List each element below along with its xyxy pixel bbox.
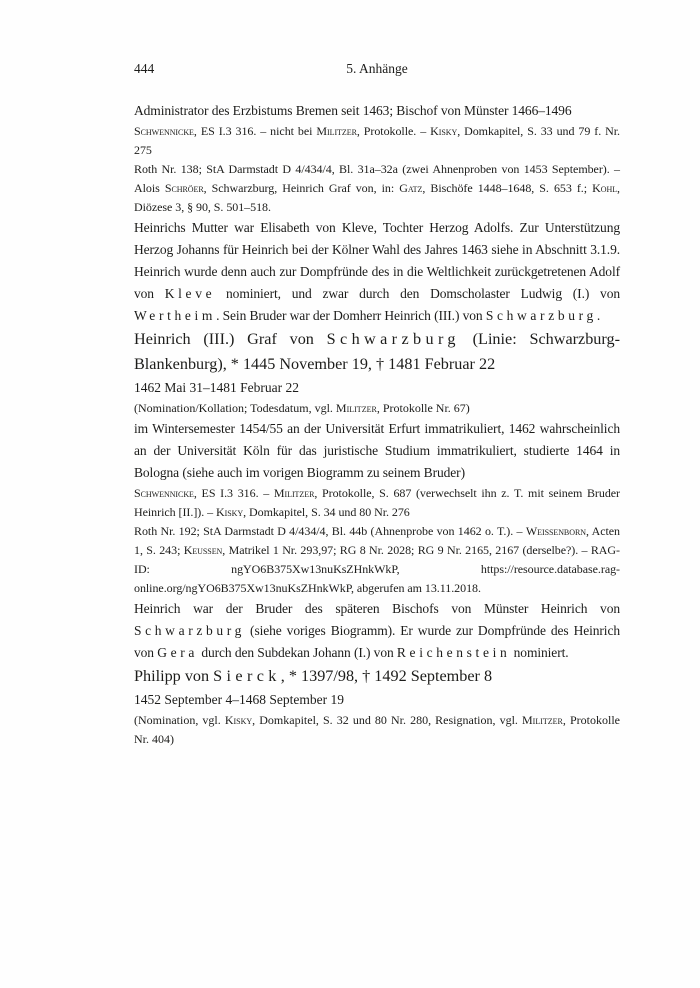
scholar-name: Militzer: [316, 124, 357, 138]
text-run: .: [596, 308, 601, 323]
scholar-name: Schwennicke: [134, 486, 194, 500]
text-run: , * 1397/98, † 1492 September 8: [280, 667, 493, 685]
bibliography-roth-192: [134, 522, 620, 598]
scholar-name: Kisky: [430, 124, 458, 138]
tenure-dates-note-philipp: [134, 711, 620, 749]
text-run: , Schwarzburg, Heinrich Graf von, in:: [203, 181, 400, 195]
text-run: , Domkapitel, S. 33 und 79 f. Nr. 275: [134, 124, 620, 157]
spaced-family-name: Wertheim: [134, 308, 217, 323]
scholar-name: Schwennicke: [134, 124, 194, 138]
text-run: , Domkapitel, S. 32 und 80 Nr. 280, Resignation, vgl.: [252, 713, 523, 727]
spaced-family-name: Sierck: [213, 667, 281, 685]
scholar-name: Kisky: [216, 505, 244, 519]
text-run: Heinrichs Mutter war Elisabeth von Kleve, Tochter Herzog Adolfs. Zur Unterstützung Herzog Johanns für Heinrich bei der Kölner Wahl des Jahres 1463 siehe in Abschnitt 3.1.9. Heinrich wurde denn auch zur Dompfründe des in die Weltlichkeit zurückgetretenen Adolf von: [134, 220, 620, 301]
text-run: , Diözese 3, § 90, S. 501–518.: [134, 181, 620, 214]
text-run: nominiert, und zwar durch den Domscholaster Ludwig (I.) von: [215, 286, 620, 301]
scholar-name: Militzer: [522, 713, 563, 727]
text-run: (Nomination/Kollation; Todesdatum, vgl.: [134, 401, 336, 415]
page-content: [134, 100, 620, 749]
scholar-name: Schröer: [164, 181, 204, 195]
spaced-family-name: Reichenstein: [396, 645, 511, 660]
text-run: , Protokolle Nr. 404): [134, 713, 620, 746]
text-run: im Wintersemester 1454/55 an der Universität Erfurt immatrikuliert, 1462 wahrscheinlich an der Universität Köln für das juristische Studium immatrikuliert, studierte 1464 in Bologna (siehe auch im vorigen Biogramm zu seinem Bruder): [134, 421, 620, 480]
text-run: nominiert.: [510, 645, 569, 660]
spaced-family-name: Schwarzburg: [485, 308, 597, 323]
text-run: Roth Nr. 138; StA Darmstadt D 4/434/4, Bl. 31a–32a (zwei Ahnenproben von 1453 September). – Alois: [134, 162, 620, 195]
text-run: . Sein Bruder war der Domherr Heinrich (III.) von: [216, 308, 486, 323]
paragraph-heinrich-mutter: [134, 217, 620, 327]
text-run: Philipp von: [134, 667, 214, 685]
entry-heading-heinrich-iii-schwarzburg: [134, 327, 620, 377]
scholar-name: Kisky: [224, 713, 253, 727]
scholar-name: Kohl: [592, 181, 618, 195]
text-run: , Bischöfe 1448–1648, S. 653 f.;: [422, 181, 593, 195]
bibliography-roth-138: [134, 160, 620, 217]
bibliography-schwennicke-kisky-1: [134, 122, 620, 160]
text-run: Administrator des Erzbistums Bremen seit 1463; Bischof von Münster 1466–1496: [134, 103, 572, 118]
text-run: , Protokolle, S. 687 (verwechselt ihn z. T. mit seinem Bruder Heinrich [II.]). –: [134, 486, 621, 519]
paragraph-heinrich-bruder: [134, 598, 620, 664]
text-run: Heinrich (III.) Graf von: [134, 330, 327, 348]
text-run: , Protokolle Nr. 67): [376, 401, 470, 415]
text-run: Roth Nr. 192; StA Darmstadt D 4/434/4, Bl. 44b (Ahnenprobe von 1462 o. T.). –: [134, 524, 526, 538]
tenure-dates-note-heinrich: [134, 399, 620, 418]
spaced-family-name: Schwarzburg: [134, 623, 246, 638]
running-head: [134, 60, 620, 78]
text-run: (Linie: Schwarzburg-Blankenburg), * 1445 November 19, † 1481 Februar 22: [134, 330, 620, 373]
text-run: (Nomination, vgl.: [134, 713, 225, 727]
text-run: , Protokolle. –: [356, 124, 431, 138]
text-run: , Matrikel 1 Nr. 293,97; RG 8 Nr. 2028; RG 9 Nr. 2165, 2167 (derselbe?). – RAG-ID: ngYO6B375Xw13nuKsZHnkWkP, https://resource.database.rag-online.org/ngYO6B375Xw13nuKsZHnkWkP, abgerufen am 13.11.2018.: [134, 543, 620, 595]
spaced-family-name: Kleve: [164, 286, 216, 301]
text-run: 1462 Mai 31–1481 Februar 22: [134, 380, 299, 395]
text-run: , Acten 1, S. 243;: [134, 524, 620, 557]
text-run: , Domkapitel, S. 34 und 80 Nr. 276: [243, 505, 410, 519]
page-number: 444: [134, 61, 155, 76]
text-run: Heinrich war der Bruder des späteren Bischofs von Münster Heinrich von: [134, 601, 620, 616]
scholar-name: Militzer: [273, 486, 315, 500]
chapter-title: 5. Anhänge: [346, 61, 408, 76]
text-run: (siehe voriges Biogramm). Er wurde zur Dompfründe des Heinrich von: [134, 623, 620, 660]
text-run: , ES I.3 316. – nicht bei: [193, 124, 317, 138]
text-run: durch den Subdekan Johann (I.) von: [198, 645, 397, 660]
scholar-name: Weissenborn: [525, 524, 586, 538]
spaced-family-name: Gera: [157, 645, 199, 660]
scholar-name: Gatz: [399, 181, 423, 195]
scholar-name: Militzer: [335, 401, 377, 415]
entry-note-administrator: [134, 100, 620, 122]
paragraph-studies: [134, 418, 620, 484]
entry-heading-philipp-sierck: [134, 664, 620, 689]
text-run: , ES I.3 316. –: [193, 486, 274, 500]
tenure-dates-philipp: [134, 689, 620, 711]
bibliography-schwennicke-kisky-2: [134, 484, 620, 522]
text-run: 1452 September 4–1468 September 19: [134, 692, 344, 707]
scholar-name: Keussen: [183, 543, 223, 557]
tenure-dates-heinrich: [134, 377, 620, 399]
spaced-family-name: Schwarzburg: [326, 330, 460, 348]
